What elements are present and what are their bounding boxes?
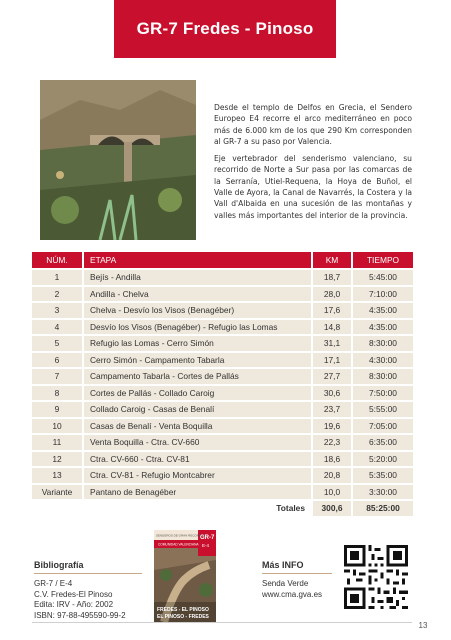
row-time: 3:30:00 — [351, 485, 413, 500]
table-row — [32, 435, 413, 450]
table-row — [32, 419, 413, 434]
stages-table — [32, 250, 413, 518]
row-km: 30,6 — [311, 386, 351, 401]
row-time: 8:30:00 — [351, 369, 413, 384]
row-stage: Bejís - Andilla — [82, 270, 311, 285]
header-km: KM — [311, 252, 351, 268]
intro-text — [214, 102, 412, 227]
row-num: 9 — [32, 402, 82, 417]
row-time: 4:35:00 — [351, 303, 413, 318]
table-row — [32, 369, 413, 384]
row-km: 27,7 — [311, 369, 351, 384]
more-info-line: www.cma.gva.es — [262, 589, 323, 599]
row-num: Variante — [32, 485, 82, 500]
row-time: 7:05:00 — [351, 419, 413, 434]
row-num: 4 — [32, 320, 82, 335]
row-num: 11 — [32, 435, 82, 450]
row-stage: Chelva - Desvío los Visos (Benagéber) — [82, 303, 311, 318]
row-stage: Casas de Benalí - Venta Boquilla — [82, 419, 311, 434]
book-sub-text: COMUNIDAD VALENCIANA — [158, 542, 199, 547]
more-info-divider — [262, 573, 332, 574]
table-row — [32, 485, 413, 500]
table-row — [32, 353, 413, 368]
page-number: 13 — [418, 621, 428, 630]
row-stage: Campamento Tabarla - Cortes de Pallás — [82, 369, 311, 384]
header-time: TIEMPO — [351, 252, 413, 268]
row-time: 6:35:00 — [351, 435, 413, 450]
row-num: 7 — [32, 369, 82, 384]
row-num: 6 — [32, 353, 82, 368]
row-num: 13 — [32, 468, 82, 483]
row-km: 20,8 — [311, 468, 351, 483]
table-row — [32, 270, 413, 285]
intro-paragraph-2: Eje vertebrador del senderismo valenciano, su recorrido de Norte a Sur pasa por las comarcas de la Serranía, Utiel-Requena, la Hoya de Buñol, el Valle de Ayora, la Canal de Navarrés, la Costera y la Vall d'Albaida en una sucesión de las montañas y valles más importantes del interior de la provincia. — [214, 154, 412, 220]
more-info-title: Más INFO — [262, 560, 304, 570]
row-time: 4:35:00 — [351, 320, 413, 335]
table-row — [32, 452, 413, 467]
row-km: 17,6 — [311, 303, 351, 318]
row-num: 3 — [32, 303, 82, 318]
book-top-text: SENDEROS DE GRAN RECORRIDO — [156, 533, 207, 538]
table-row — [32, 287, 413, 302]
qr-code — [344, 545, 408, 609]
row-km: 28,0 — [311, 287, 351, 302]
row-stage: Venta Boquilla - Ctra. CV-660 — [82, 435, 311, 450]
bibliography-divider — [34, 573, 142, 574]
row-num: 1 — [32, 270, 82, 285]
totals-km: 300,6 — [311, 501, 351, 516]
totals-label: Totales — [276, 503, 305, 514]
row-time: 8:30:00 — [351, 336, 413, 351]
row-time: 7:10:00 — [351, 287, 413, 302]
totals-row — [32, 501, 413, 516]
row-num: 12 — [32, 452, 82, 467]
table-row — [32, 336, 413, 351]
bibliography-title: Bibliografía — [34, 560, 84, 570]
row-num: 2 — [32, 287, 82, 302]
row-km: 18,7 — [311, 270, 351, 285]
bibliography-line: C.V. Fredes-El Pinoso — [34, 589, 113, 599]
row-stage: Refugio las Lomas - Cerro Simón — [82, 336, 311, 351]
row-time: 4:30:00 — [351, 353, 413, 368]
row-stage: Desvío los Visos (Benagéber) - Refugio las Lomas — [82, 320, 311, 335]
row-km: 17,1 — [311, 353, 351, 368]
book-badge: GR-7 — [200, 535, 215, 541]
row-num: 5 — [32, 336, 82, 351]
bibliography-line: Edita: IRV - Año: 2002 — [34, 600, 114, 610]
book-badge-sub: E-4 — [202, 543, 210, 548]
row-time: 5:35:00 — [351, 468, 413, 483]
row-time: 5:55:00 — [351, 402, 413, 417]
row-km: 10,0 — [311, 485, 351, 500]
row-stage: Cortes de Pallás - Collado Caroig — [82, 386, 311, 401]
footer-divider — [32, 622, 412, 623]
table-row — [32, 320, 413, 335]
row-stage: Ctra. CV-660 - Ctra. CV-81 — [82, 452, 311, 467]
landscape-photo-bridge — [40, 80, 196, 240]
row-km: 23,7 — [311, 402, 351, 417]
more-info-details — [262, 579, 322, 600]
bibliography-line: GR-7 / E-4 — [34, 579, 73, 588]
intro-paragraph-1: Desde el templo de Delfos en Grecia, el Sendero Europeo E4 recorre el arco mediterráneo en poco más de 6.000 km de los que 290 Km corresponden al GR-7 a su paso por Valencia. — [214, 103, 412, 146]
row-time: 7:50:00 — [351, 386, 413, 401]
row-stage: Cerro Simón - Campamento Tabarla — [82, 353, 311, 368]
row-stage: Collado Caroig - Casas de Benalí — [82, 402, 311, 417]
header-stage: ETAPA — [82, 252, 311, 268]
row-stage: Pantano de Benagéber — [82, 485, 311, 500]
table-row — [32, 402, 413, 417]
book-bottom-line-1: FREDES - EL PINOSO — [157, 607, 209, 613]
header-num: NÚM. — [32, 252, 82, 268]
row-km: 22,3 — [311, 435, 351, 450]
book-bottom-line-2: EL PINOSO - FREDES — [157, 614, 209, 620]
more-info-line: Senda Verde — [262, 579, 309, 588]
table-row — [32, 303, 413, 318]
book-cover — [154, 530, 216, 622]
row-stage: Ctra. CV-81 - Refugio Montcabrer — [82, 468, 311, 483]
row-time: 5:45:00 — [351, 270, 413, 285]
row-km: 19,6 — [311, 419, 351, 434]
row-km: 18,6 — [311, 452, 351, 467]
row-time: 5:20:00 — [351, 452, 413, 467]
row-km: 31,1 — [311, 336, 351, 351]
bibliography-line: ISBN: 97-88-495590-99-2 — [34, 611, 126, 621]
bibliography-details — [34, 579, 149, 622]
totals-time: 85:25:00 — [351, 501, 413, 516]
table-row — [32, 386, 413, 401]
row-num: 8 — [32, 386, 82, 401]
row-stage: Andilla - Chelva — [82, 287, 311, 302]
row-num: 10 — [32, 419, 82, 434]
table-row — [32, 468, 413, 483]
page-title: GR-7 Fredes - Pinoso — [114, 0, 336, 58]
row-km: 14,8 — [311, 320, 351, 335]
table-header-row — [32, 252, 413, 268]
